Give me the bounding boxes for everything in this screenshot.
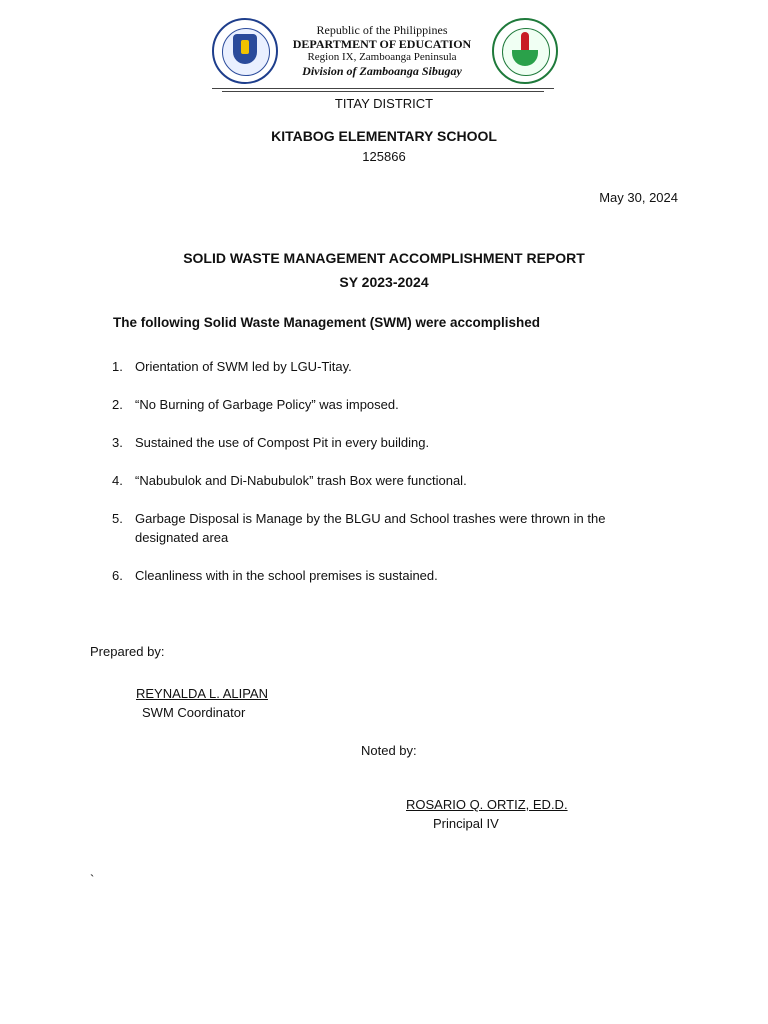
item-number: 4.	[112, 473, 123, 488]
list-item	[112, 471, 652, 490]
principal-name: ROSARIO Q. ORTIZ, ED.D.	[406, 797, 568, 812]
prepared-by-label: Prepared by:	[90, 644, 165, 659]
item-text: “Nabubulok and Di-Nabubulok” trash Box were functional.	[135, 473, 467, 488]
deped-seal-logo	[212, 18, 278, 84]
item-number: 6.	[112, 568, 123, 583]
item-number: 3.	[112, 435, 123, 450]
item-text: “No Burning of Garbage Policy” was imposed.	[135, 397, 399, 412]
list-item	[112, 395, 652, 414]
preparer-name: REYNALDA L. ALIPAN	[136, 686, 268, 701]
region-line: Region IX, Zamboanga Peninsula	[307, 51, 457, 63]
principal-role: Principal IV	[433, 816, 499, 831]
school-name: KITABOG ELEMENTARY SCHOOL	[271, 128, 497, 144]
item-text: Orientation of SWM led by LGU-Titay.	[135, 359, 352, 374]
item-text: Sustained the use of Compost Pit in every building.	[135, 435, 430, 450]
report-title: SOLID WASTE MANAGEMENT ACCOMPLISHMENT REPORT	[183, 250, 585, 266]
list-item	[112, 357, 652, 376]
item-text: Cleanliness with in the school premises is sustained.	[135, 568, 438, 583]
republic-line: Republic of the Philippines	[316, 23, 448, 37]
school-year: SY 2023-2024	[339, 274, 429, 290]
letterhead-text	[282, 24, 482, 78]
list-item	[112, 433, 652, 452]
report-date: May 30, 2024	[599, 190, 678, 205]
intro-text: The following Solid Waste Management (SWM) were accomplished	[113, 315, 541, 330]
division-line: Division of Zamboanga Sibugay	[302, 64, 462, 78]
accomplishment-list	[112, 357, 652, 604]
item-text: Garbage Disposal is Manage by the BLGU and School trashes were thrown in the designated area	[135, 511, 606, 545]
header-rule-top	[212, 88, 554, 89]
division-seal-logo	[492, 18, 558, 84]
item-number: 5.	[112, 511, 123, 526]
letterhead	[212, 16, 554, 94]
preparer-role: SWM Coordinator	[142, 705, 246, 720]
item-number: 2.	[112, 397, 123, 412]
list-item	[112, 566, 652, 585]
trailing-mark: `	[90, 872, 95, 887]
header-rule-bottom	[222, 91, 544, 92]
noted-by-label: Noted by:	[361, 743, 417, 758]
item-number: 1.	[112, 359, 123, 374]
district-name: TITAY DISTRICT	[334, 96, 434, 111]
school-id: 125866	[362, 149, 406, 164]
department-line: DEPARTMENT OF EDUCATION	[292, 37, 472, 51]
list-item	[112, 509, 652, 547]
